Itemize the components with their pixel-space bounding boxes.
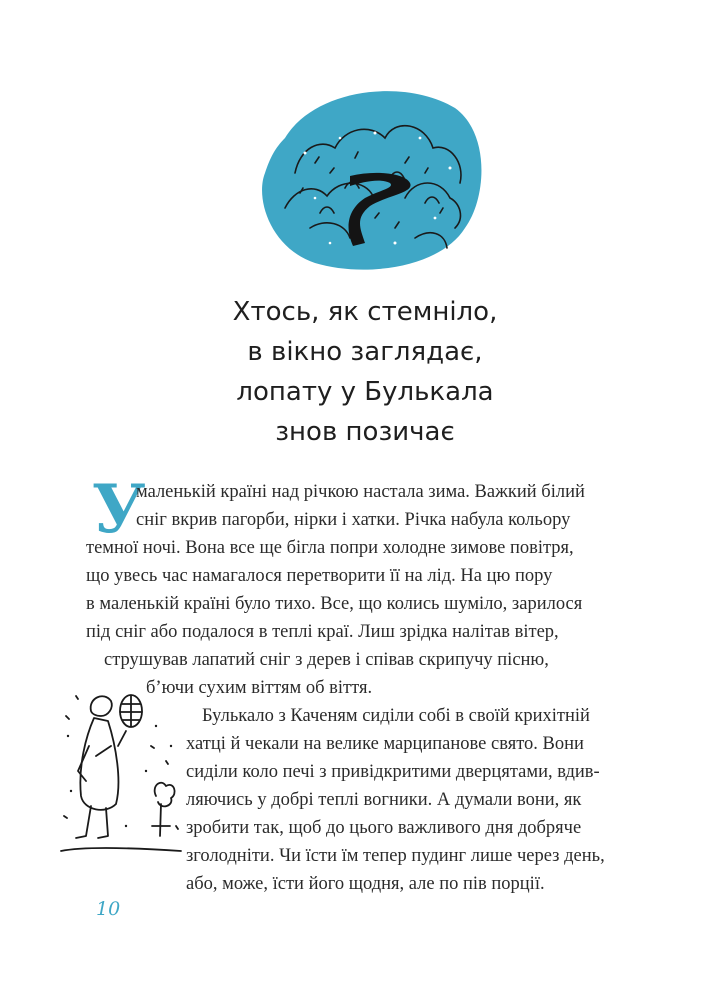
text-line: або, може, їсти його щодня, але по пів порції. bbox=[186, 874, 545, 894]
text-line: зробити так, щоб до цього важливого дня добряче bbox=[186, 818, 582, 838]
figure-with-shovel-illustration bbox=[56, 686, 186, 861]
text-line: хатці й чекали на велике марципанове свято. Вони bbox=[186, 734, 584, 754]
heading-line: в вікно заглядає, bbox=[247, 337, 483, 367]
text-line: темної ночі. Вона все ще бігла попри холодне зимове повітря, bbox=[86, 538, 574, 558]
text-line: під сніг або подалося в теплі краї. Лиш зрідка налітав вітер, bbox=[86, 622, 559, 642]
text-line: струшував лапатий сніг з дерев і співав скрипучу пісню, bbox=[104, 650, 549, 670]
text-line: б’ючи сухим віттям об віття. bbox=[146, 678, 373, 698]
text-line: Булькало з Каченям сиділи собі в своїй крихітній bbox=[202, 706, 590, 726]
chapter-heading bbox=[150, 292, 580, 452]
river-hills-illustration bbox=[255, 78, 485, 283]
text-line: сиділи коло печі з привідкритими дверцятами, вдив- bbox=[186, 762, 600, 782]
text-line: маленькій країні над річкою настала зима. Важкий білий bbox=[136, 482, 585, 502]
text-line: сніг вкрив пагорби, нірки і хатки. Річка набула кольору bbox=[136, 510, 571, 530]
drop-cap: У bbox=[92, 470, 146, 548]
heading-line: лопату у Булькала bbox=[236, 377, 494, 407]
text-line: в маленькій країні було тихо. Все, що колись шуміло, зарилося bbox=[86, 594, 583, 614]
text-line: ляючись у добрі теплі вогники. А думали вони, як bbox=[186, 790, 582, 810]
page-number: 10 bbox=[96, 898, 121, 920]
heading-line: знов позичає bbox=[275, 417, 455, 447]
heading-line: Хтось, як стемніло, bbox=[232, 297, 498, 327]
text-line: зголодніти. Чи їсти їм тепер пудинг лише через день, bbox=[186, 846, 605, 866]
text-line: що увесь час намагалося перетворити її на лід. На цю пору bbox=[86, 566, 553, 586]
